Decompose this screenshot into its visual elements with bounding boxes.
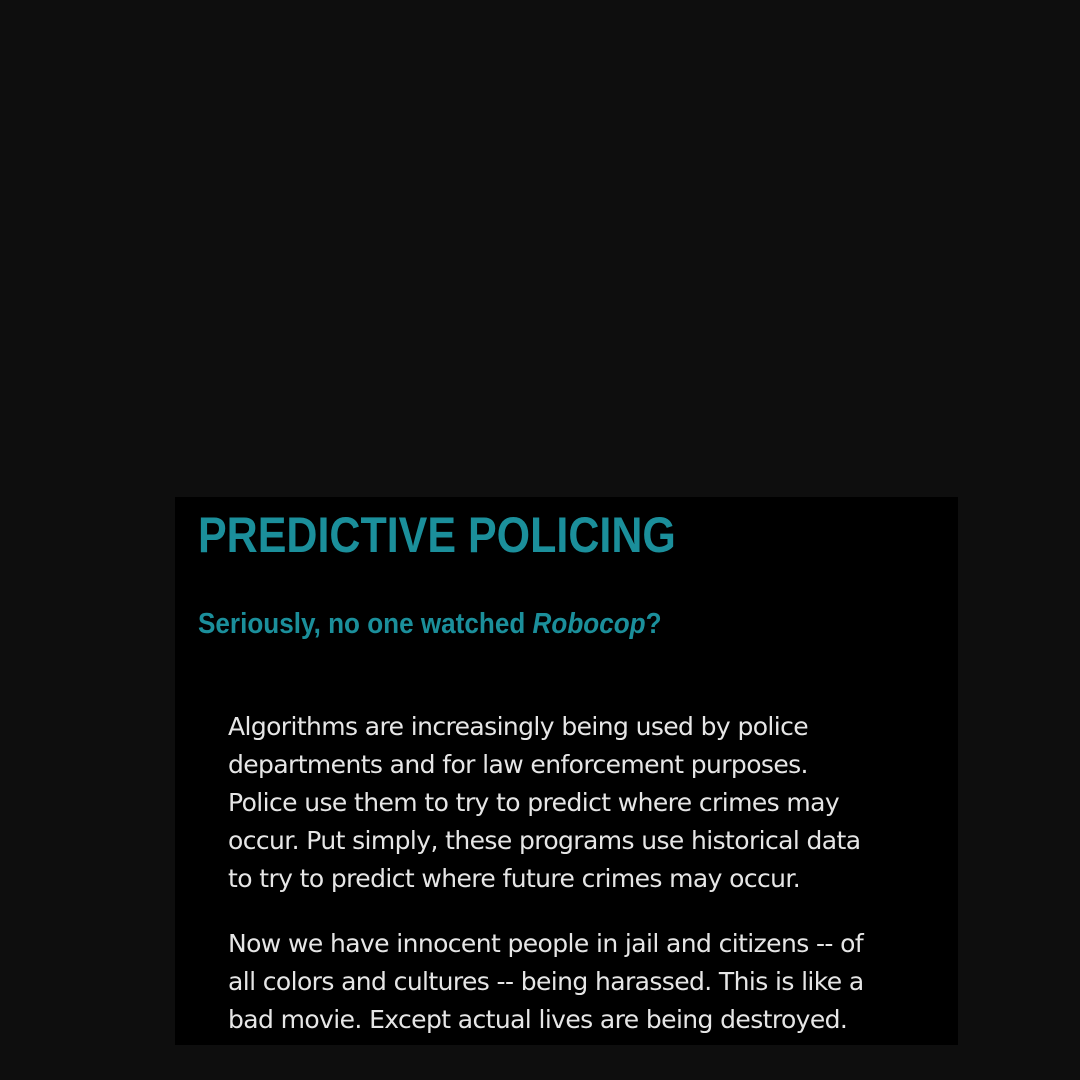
paragraph-1-line: departments and for law enforcement purposes. — [228, 750, 808, 779]
panel-subtitle — [198, 604, 662, 644]
paragraph-1-line: Algorithms are increasingly being used by police — [228, 712, 809, 741]
paragraph-2-line: bad movie. Except actual lives are being destroyed. — [228, 1005, 848, 1034]
paragraph-2 — [228, 925, 948, 1039]
subtitle-suffix: ? — [645, 608, 662, 640]
panel-title: PREDICTIVE POLICING — [198, 507, 676, 563]
paragraph-1-line: Police use them to try to predict where crimes may — [228, 788, 840, 817]
panel-body — [228, 708, 948, 1066]
subtitle-prefix: Seriously, no one watched — [198, 608, 533, 640]
paragraph-1-line: to try to predict where future crimes may occur. — [228, 864, 801, 893]
paragraph-2-line: Now we have innocent people in jail and citizens -- of — [228, 929, 864, 958]
subtitle-emphasis: Robocop — [532, 608, 646, 640]
paragraph-1 — [228, 708, 948, 898]
paragraph-2-line: all colors and cultures -- being harassed. This is like a — [228, 967, 864, 996]
text-panel — [175, 497, 958, 1045]
paragraph-1-line: occur. Put simply, these programs use historical data — [228, 826, 861, 855]
